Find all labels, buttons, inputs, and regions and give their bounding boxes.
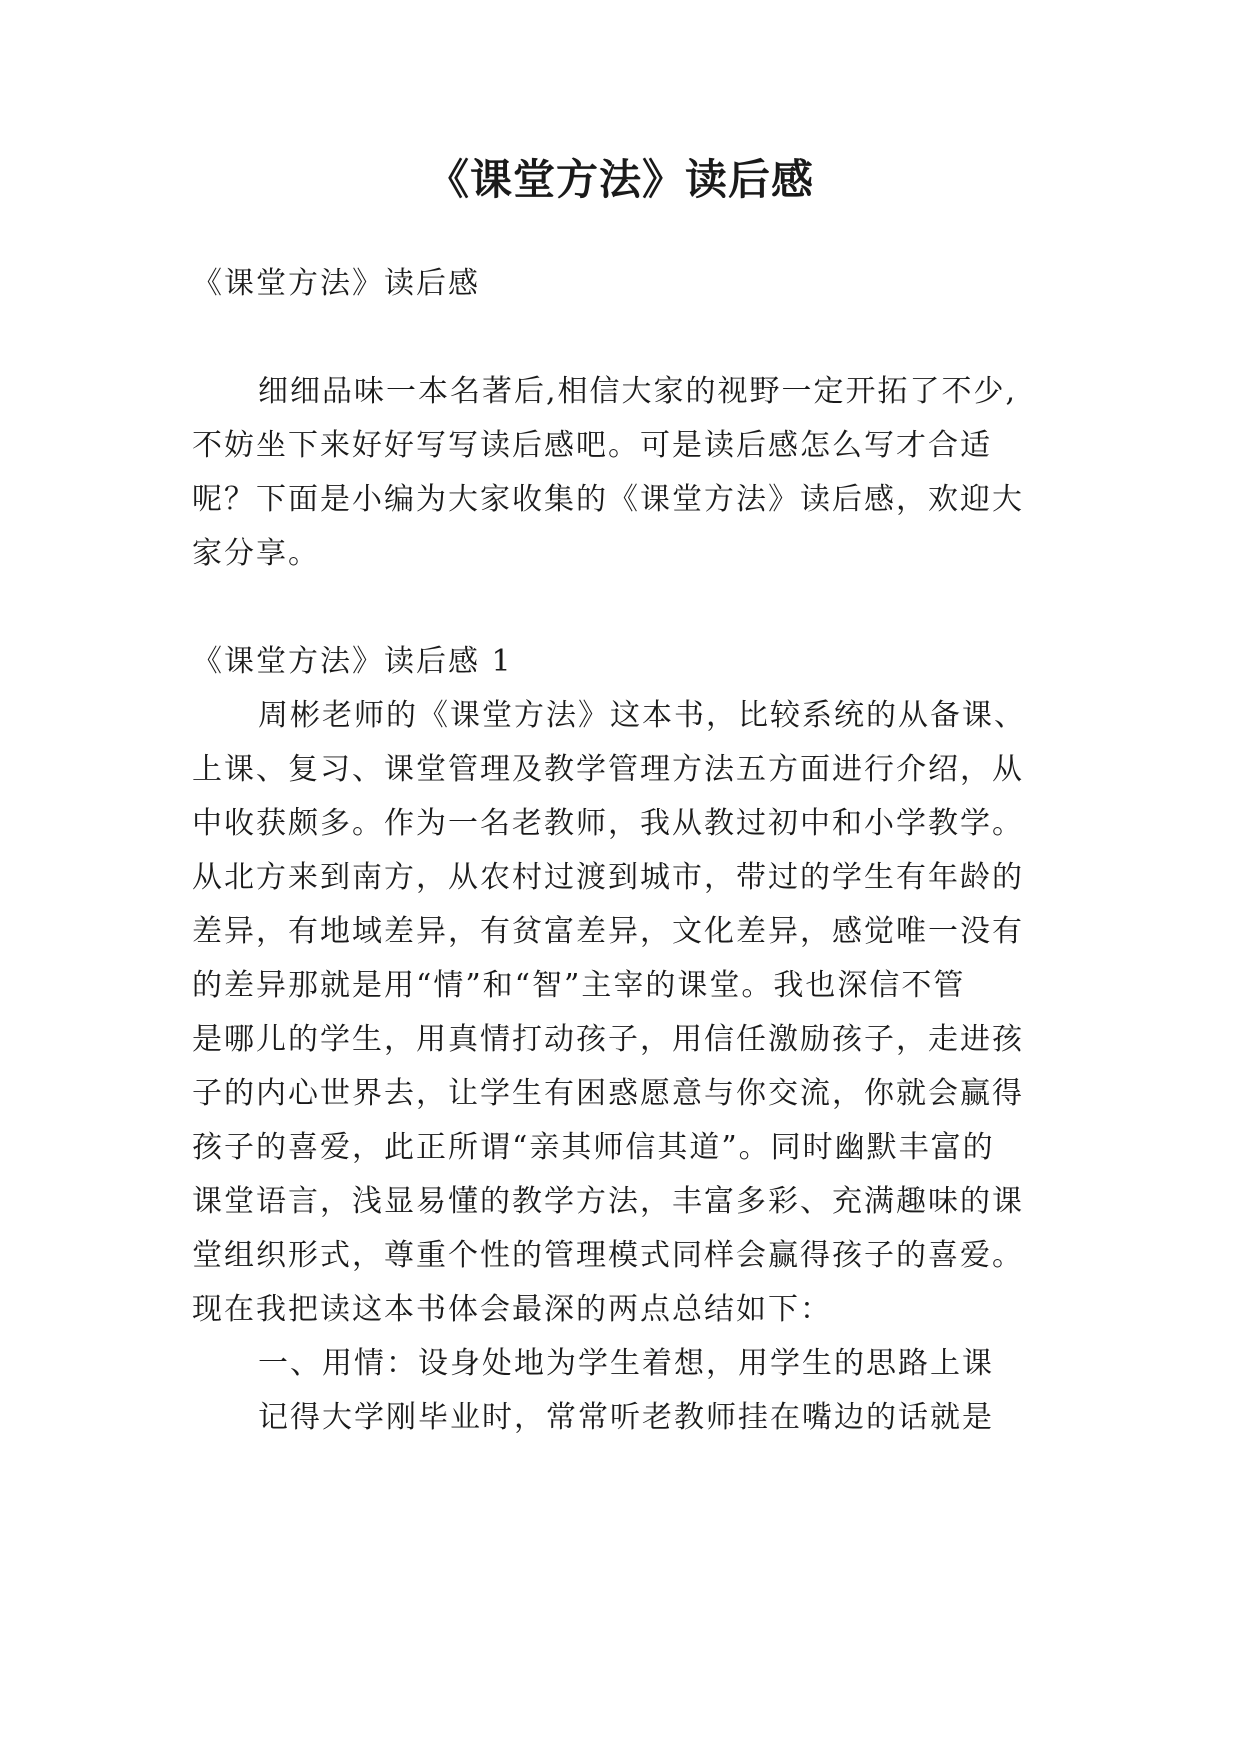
intro-line: 细细品味一本名著后,相信大家的视野一定开拓了不少, bbox=[258, 374, 1018, 409]
body-line: 是哪儿的学生，用真情打动孩子，用信任激励孩子，走进孩 bbox=[192, 1022, 1024, 1057]
intro-line: 不妨坐下来好好写写读后感吧。可是读后感怎么写才合适 bbox=[192, 428, 992, 463]
body-line: 现在我把读这本书体会最深的两点总结如下： bbox=[192, 1292, 832, 1327]
body-line: 课堂语言，浅显易懂的教学方法，丰富多彩、充满趣味的课 bbox=[192, 1184, 1024, 1219]
body-line: 记得大学刚毕业时，常常听老教师挂在嘴边的话就是 bbox=[258, 1400, 994, 1435]
body-line: 堂组织形式，尊重个性的管理模式同样会赢得孩子的喜爱。 bbox=[192, 1238, 1024, 1273]
body-line: 孩子的喜爱，此正所谓“亲其师信其道”。同时幽默丰富的 bbox=[192, 1130, 995, 1165]
body-line: 差异，有地域差异，有贫富差异，文化差异，感觉唯一没有 bbox=[192, 914, 1024, 949]
body-line: 从北方来到南方，从农村过渡到城市，带过的学生有年龄的 bbox=[192, 860, 1024, 895]
body-line: 一、用情：设身处地为学生着想，用学生的思路上课 bbox=[258, 1346, 994, 1381]
body-line: 子的内心世界去，让学生有困惑愿意与你交流，你就会赢得 bbox=[192, 1076, 1024, 1111]
intro-line: 呢？下面是小编为大家收集的《课堂方法》读后感，欢迎大 bbox=[192, 482, 1024, 517]
body-line: 的差异那就是用“情”和“智”主宰的课堂。我也深信不管 bbox=[192, 968, 966, 1003]
body-line: 周彬老师的《课堂方法》这本书，比较系统的从备课、 bbox=[258, 698, 1026, 733]
intro-line: 家分享。 bbox=[192, 536, 320, 571]
section-heading: 《课堂方法》读后感 1 bbox=[192, 644, 513, 679]
document-title: 《课堂方法》读后感 bbox=[426, 155, 814, 204]
body-line: 上课、复习、课堂管理及教学管理方法五方面进行介绍，从 bbox=[192, 752, 1024, 787]
body-line: 中收获颇多。作为一名老教师，我从教过初中和小学教学。 bbox=[192, 806, 1024, 841]
document-subtitle: 《课堂方法》读后感 bbox=[192, 266, 480, 301]
